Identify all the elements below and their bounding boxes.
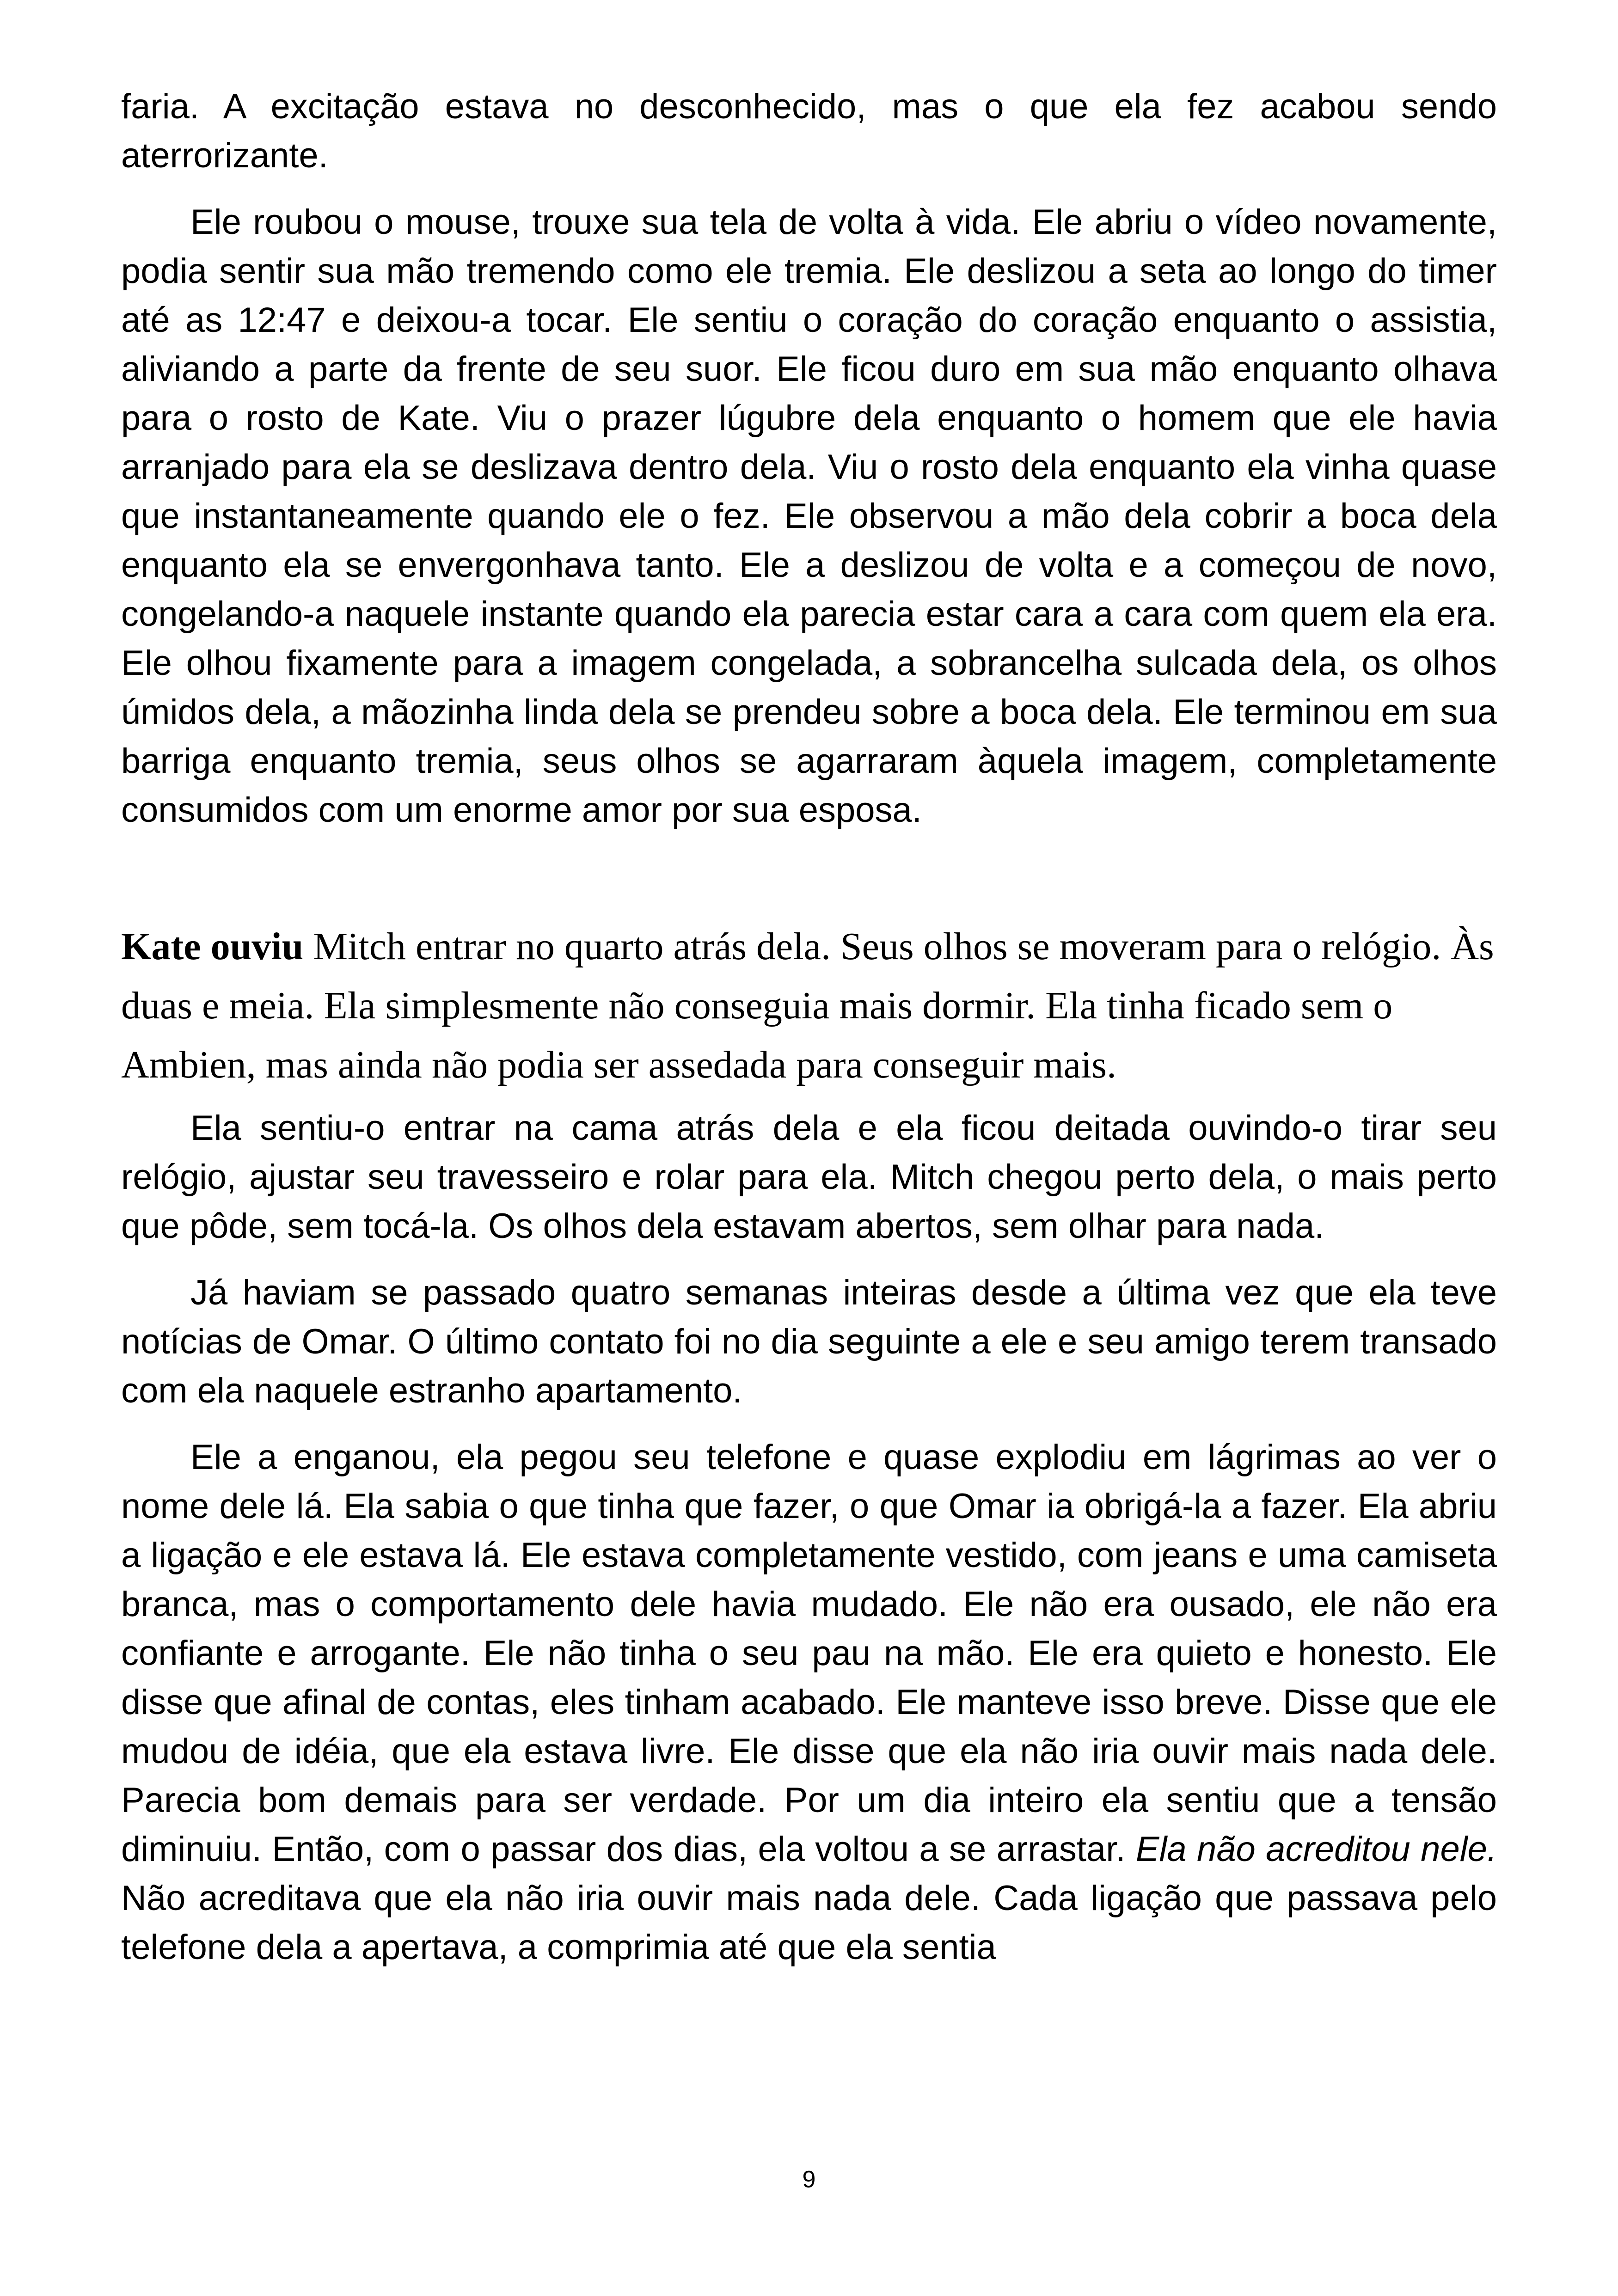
paragraph-6 — [121, 1433, 1497, 1972]
paragraph-4: Ela sentiu-o entrar na cama atrás dela e ela ficou deitada ouvindo-o tirar seu relógio, ajustar seu travesseiro e rolar para ela. Mitch chegou perto dela, o mais perto que pôde, sem tocá-la. Os olhos dela estavam abertos, sem olhar para nada. — [121, 1108, 1497, 1246]
page-number: 9 — [802, 2166, 816, 2193]
section-lead-in: Kate ouviu — [121, 925, 304, 968]
section-break — [121, 852, 1497, 917]
paragraph-5: Já haviam se passado quatro semanas inteiras desde a última vez que ela teve notícias de Omar. O último contato foi no dia seguinte a ele e seu amigo terem transado com ela naquele estranho apartamento. — [121, 1273, 1497, 1410]
paragraph-3-text: Mitch entrar no quarto atrás dela. Seus olhos se moveram para o relógio. Às duas e meia. Ela simplesmente não conseguia mais dormir. Ela tinha ficado sem o Ambien, mas ainda não podia ser assedada para conseguir mais. — [121, 925, 1494, 1086]
paragraph-6-text-b: Não acreditava que ela não iria ouvir mais nada dele. Cada ligação que passava pelo telefone dela a apertava, a comprimia até que ela sentia — [121, 1879, 1497, 1967]
paragraph-6-text-a: Ele a enganou, ela pegou seu telefone e quase explodiu em lágrimas ao ver o nome dele lá. Ela sabia o que tinha que fazer, o que Omar ia obrigá-la a fazer. Ela abriu a ligação e ele estava lá. Ele estava completamente vestido, com jeans e uma camiseta branca, mas o comportamento dele havia mudado. Ele não era ousado, ele não era confiante e arrogante. Ele não tinha o seu pau na mão. Ele era quieto e honesto. Ele disse que afinal de contas, eles tinham acabado. Ele manteve isso breve. Disse que ele mudou de idéia, que ela estava livre. Ele disse que ela não iria ouvir mais nada dele. Parecia bom demais para ser verdade. Por um dia inteiro ela sentiu que a tensão diminuiu. Então, com o passar dos dias, ela voltou a se arrastar. — [121, 1438, 1497, 1869]
page-body — [121, 82, 1497, 1990]
paragraph-3 — [121, 917, 1497, 1095]
paragraph-1: faria. A excitação estava no desconhecido, mas o que ela fez acabou sendo aterrorizante. — [121, 87, 1497, 175]
paragraph-6-italic: Ela não acreditou nele. — [1135, 1830, 1497, 1869]
paragraph-2: Ele roubou o mouse, trouxe sua tela de volta à vida. Ele abriu o vídeo novamente, podia sentir sua mão tremendo como ele tremia. Ele deslizou a seta ao longo do timer até as 12:47 e deixou-a tocar. Ele sentiu o coração do coração enquanto o assistia, aliviando a parte da frente de seu suor. Ele ficou duro em sua mão enquanto olhava para o rosto de Kate. Viu o prazer lúgubre dela enquanto o homem que ele havia arranjado para ela se deslizava dentro dela. Viu o rosto dela enquanto ela vinha quase que instantaneamente quando ele o fez. Ele observou a mão dela cobrir a boca dela enquanto ela se envergonhava tanto. Ele a deslizou de volta e a começou de novo, congelando-a naquele instante quando ela parecia estar cara a cara com quem ela era. Ele olhou fixamente para a imagem congelada, a sobrancelha sulcada dela, os olhos úmidos dela, a mãozinha linda dela se prendeu sobre a boca dela. Ele terminou em sua barriga enquanto tremia, seus olhos se agarraram àquela imagem, completamente consumidos com um enorme amor por sua esposa. — [121, 202, 1497, 830]
